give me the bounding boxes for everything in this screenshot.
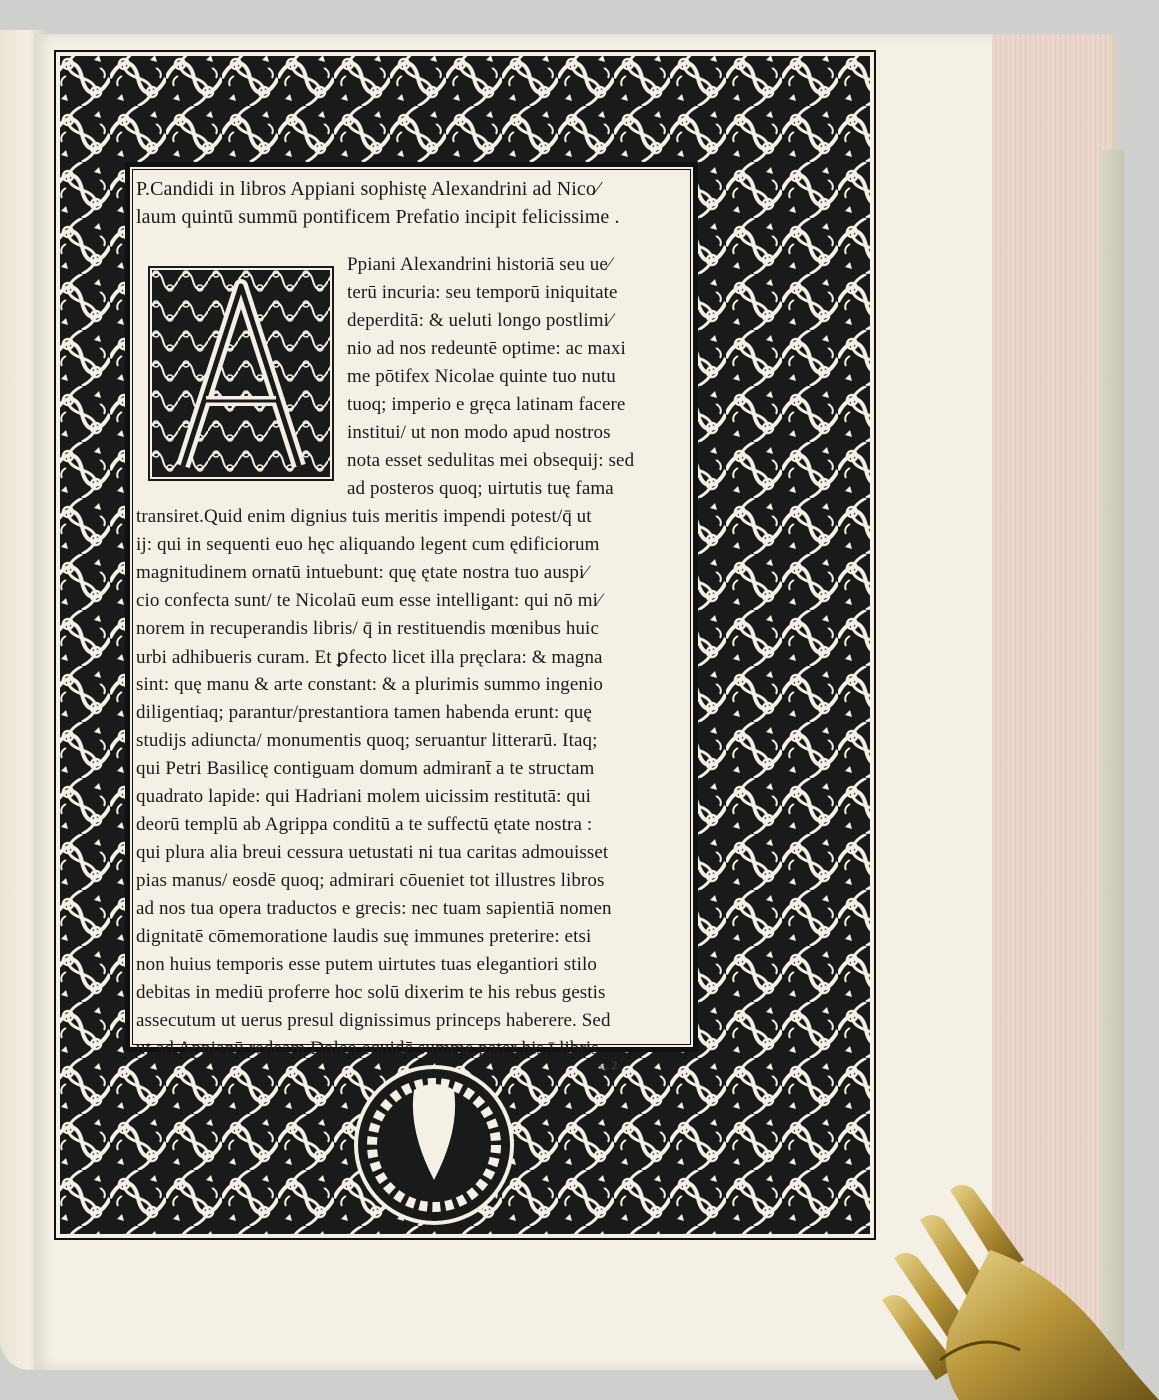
body-line-7: sint: quę manu & arte constant: & a plurimis summo ingenio: [136, 674, 604, 695]
body-line-20: ut ad Appianū redeam Doleo equidē summe pater his ī libris: [136, 1038, 599, 1059]
body-line-19: assecutum ut uerus presul dignissimus princeps haberere. Sed: [136, 1010, 611, 1031]
body-line-1: transiret.Quid enim dignius tuis meritis impendi potest/q̄ ut: [136, 506, 592, 527]
wrap-line-2: terū incuria: seu temporū iniquitate: [347, 282, 618, 303]
body-line-4: cio confecta sunt/ te Nicolaū eum esse intelligant: qui nō mi⁄: [136, 590, 602, 611]
body-line-16: dignitatē cōmemoratione laudis suę immunes preterire: etsi: [136, 926, 592, 947]
wrap-line-3: deperditā: & ueluti longo postlimi⁄: [347, 310, 613, 331]
body-line-8: diligentiaq; parantur/prestantiora tamen habenda erunt: quę: [136, 702, 592, 723]
body-line-11: quadrato lapide: qui Hadriani molem uicissim restitutā: qui: [136, 786, 591, 807]
body-line-14: pias manus/ eosdē quoq; admirari cōueniet tot illustres libros: [136, 870, 605, 891]
body-line-12: deorū templū ab Agrippa conditū a te suffectū ętate nostra :: [136, 814, 593, 835]
body-line-15: ad nos tua opera traductos e grecis: nec tuam sapientiā nomen: [136, 898, 612, 919]
body-line-9: studijs adiuncta/ monumentis quoq; seruantur litterarū. Itaq;: [136, 730, 598, 751]
book-cover-edge: [1100, 150, 1124, 1350]
initial-ornament-icon: [148, 266, 334, 481]
heading-line-1: P.Candidi in libros Appiani sophistę Alexandrini ad Nico⁄: [136, 178, 600, 200]
body-line-6: urbi adhibueris curam. Et ꝑfecto licet illa pręclara: & magna: [136, 647, 603, 668]
body-line-18: debitas in mediū proferre hoc solū dixerim te his rebus gestis: [136, 982, 606, 1003]
body-line-3: magnitudinem ornatū intuebunt: quę ętate nostra tuo auspi⁄: [136, 562, 588, 583]
wrap-line-6: tuoq; imperio e gręca latinam facere: [347, 394, 626, 415]
wrap-line-5: me pōtifex Nicolae quinte tuo nutu: [347, 366, 616, 387]
body-line-17: non huius temporis esse putem uirtutes tuas elegantiori stilo: [136, 954, 597, 975]
signature-mark: a. 2: [600, 1058, 618, 1072]
body-line-10: qui Petri Basilicę contiguam domum admirant̄ a te structam: [136, 758, 595, 779]
body-line-2: ij: qui in sequenti euo hęc aliquando legent cum ędificiorum: [136, 534, 600, 555]
wrap-line-1: Ppiani Alexandrini historiā seu ue⁄: [347, 254, 612, 275]
wrap-line-4: nio ad nos redeuntē optime: ac maxi: [347, 338, 626, 359]
wreath-medallion: [356, 1067, 512, 1223]
brass-hand-weight: [880, 1180, 1159, 1400]
decorated-initial-a: [148, 266, 334, 481]
body-line-13: qui plura alia breui cessura uetustati ni tua caritas admouisset: [136, 842, 609, 863]
wrap-line-7: institui/ ut non modo apud nostros: [347, 422, 611, 443]
heading-line-2: laum quintū summū pontificem Prefatio incipit felicissime .: [136, 206, 620, 228]
body-line-5: norem in recuperandis libris/ q̄ in restituendis mœnibus huic: [136, 618, 599, 639]
wrap-line-9: ad posteros quoq; uirtutis tuę fama: [347, 478, 614, 499]
wrap-line-8: nota esset sedulitas mei obsequij: sed: [347, 450, 635, 471]
